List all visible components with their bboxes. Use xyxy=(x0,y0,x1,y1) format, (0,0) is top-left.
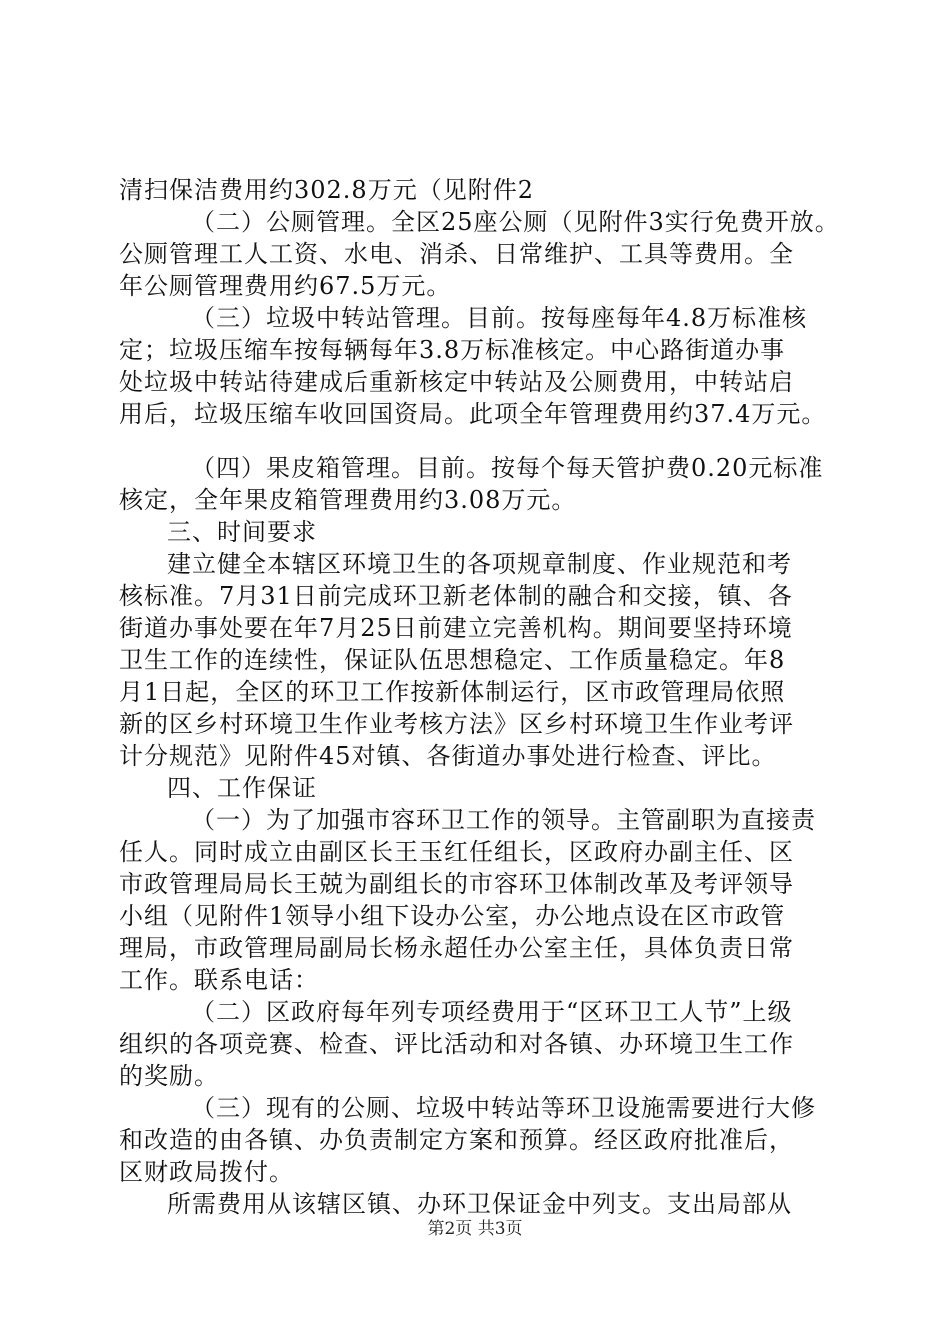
document-line: （三）垃圾中转站管理。目前。按每座每年4.8万标准核 xyxy=(191,304,808,332)
document-line: 新的区乡村环境卫生作业考核方法》区乡村环境卫生作业考评 xyxy=(119,710,794,738)
document-line: 和改造的由各镇、办负责制定方案和预算。经区政府批准后， xyxy=(119,1126,794,1154)
document-line: 四、工作保证 xyxy=(167,774,317,802)
document-line: 用后，垃圾压缩车收回国资局。此项全年管理费用约37.4万元。 xyxy=(119,400,827,428)
document-line: 小组（见附件1领导小组下设办公室，办公地点设在区市政管 xyxy=(119,902,786,930)
document-line: 核定，全年果皮箱管理费用约3.08万元。 xyxy=(119,486,577,514)
document-line: 所需费用从该辖区镇、办环卫保证金中列支。支出局部从 xyxy=(167,1190,792,1218)
document-line: 理局，市政管理局副局长杨永超任办公室主任，具体负责日常 xyxy=(119,934,794,962)
document-line: （二）区政府每年列专项经费用于“区环卫工人节”上级 xyxy=(191,998,793,1026)
document-line: 组织的各项竞赛、检查、评比活动和对各镇、办环境卫生工作 xyxy=(119,1030,794,1058)
document-line: 卫生工作的连续性，保证队伍思想稳定、工作质量稳定。年8 xyxy=(119,646,786,674)
document-line: 计分规范》见附件45对镇、各街道办事处进行检查、评比。 xyxy=(119,742,777,770)
document-line: 工作。联系电话： xyxy=(119,966,319,994)
document-line: 任人。同时成立由副区长王玉红任组长，区政府办副主任、区 xyxy=(119,838,794,866)
document-line: 处垃圾中转站待建成后重新核定中转站及公厕费用，中转站启 xyxy=(119,368,794,396)
document-line: （三）现有的公厕、垃圾中转站等环卫设施需要进行大修 xyxy=(191,1094,816,1122)
document-line: （四）果皮箱管理。目前。按每个每天管护费0.20元标准 xyxy=(191,454,824,482)
document-line: 月1日起，全区的环卫工作按新体制运行，区市政管理局依照 xyxy=(119,678,786,706)
document-line: 区财政局拨付。 xyxy=(119,1158,294,1186)
document-line: 公厕管理工人工资、水电、消杀、日常维护、工具等费用。全 xyxy=(119,240,794,268)
document-line: （一）为了加强市容环卫工作的领导。主管副职为直接责 xyxy=(191,806,816,834)
document-line: 的奖励。 xyxy=(119,1062,219,1090)
document-line: 定；垃圾压缩车按每辆每年3.8万标准核定。中心路街道办事 xyxy=(119,336,786,364)
document-line: 核标准。7月31日前完成环卫新老体制的融合和交接，镇、各 xyxy=(119,582,793,610)
document-line: 清扫保洁费用约302.8万元（见附件2 xyxy=(119,176,534,204)
document-line: 市政管理局局长王兢为副组长的市容环卫体制改革及考评领导 xyxy=(119,870,794,898)
document-line: 建立健全本辖区环境卫生的各项规章制度、作业规范和考 xyxy=(167,550,792,578)
document-line: 街道办事处要在年7月25日前建立完善机构。期间要坚持环境 xyxy=(119,614,793,642)
document-line: 三、时间要求 xyxy=(167,518,317,546)
document-line: 年公厕管理费用约67.5万元。 xyxy=(119,272,452,300)
document-line: （二）公厕管理。全区25座公厕（见附件3实行免费开放。 xyxy=(191,208,840,236)
page-footer: 第2页 共3页 xyxy=(427,1219,523,1239)
